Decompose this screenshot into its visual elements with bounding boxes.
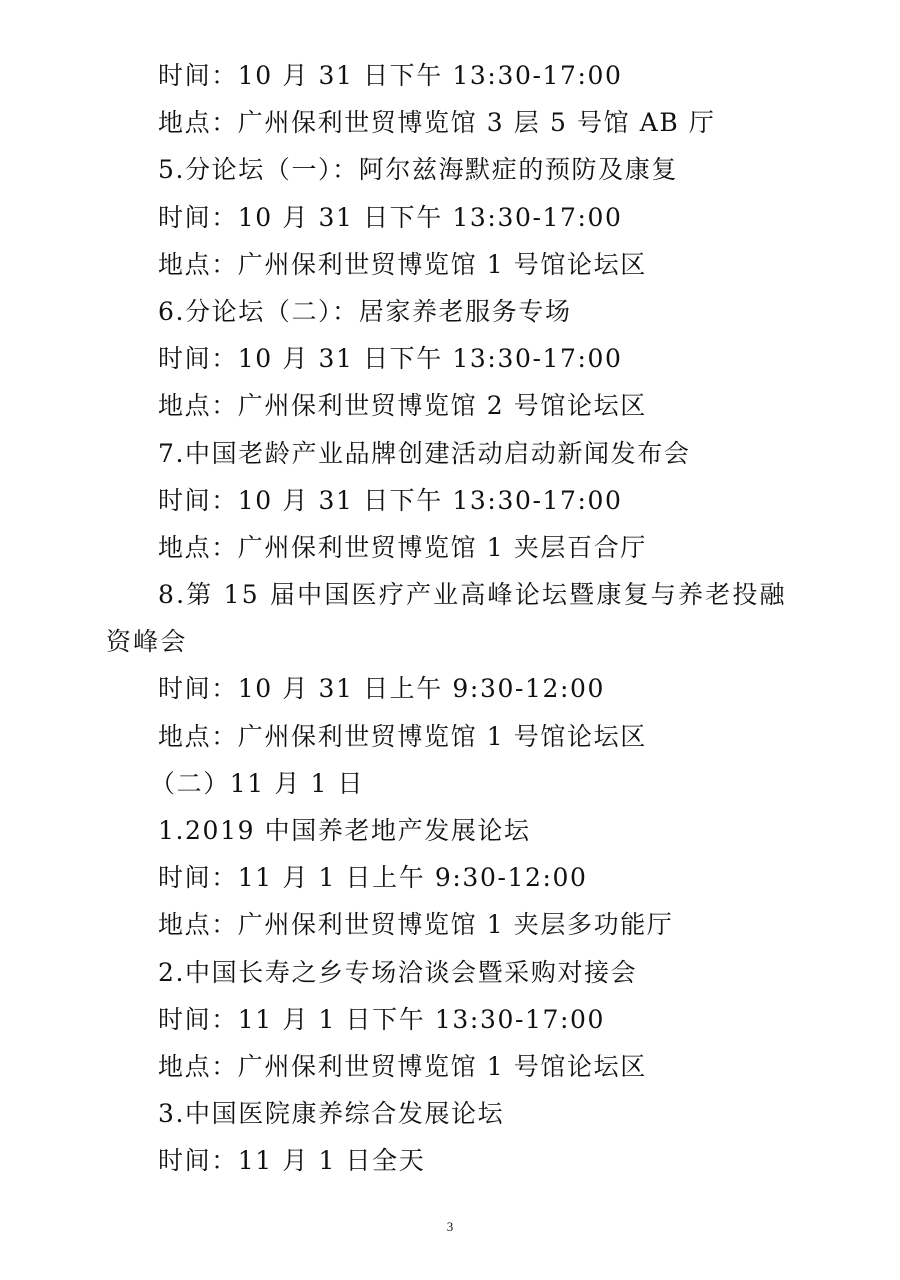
text-line: 地点：广州保利世贸博览馆 3 层 5 号馆 AB 厅 — [158, 108, 716, 138]
text-line: 时间：10 月 31 日上午 9:30-12:00 — [158, 674, 606, 704]
text-line: 时间：11 月 1 日下午 13:30-17:00 — [158, 1004, 606, 1034]
document-body — [106, 52, 806, 1185]
text-line: 地点：广州保利世贸博览馆 1 号馆论坛区 — [158, 721, 647, 751]
list-item-heading: 7.中国老龄产业品牌创建活动启动新闻发布会 — [158, 438, 691, 468]
page-number: 3 — [446, 1219, 454, 1234]
text-line: 地点：广州保利世贸博览馆 1 夹层多功能厅 — [158, 910, 674, 940]
text-line: 地点：广州保利世贸博览馆 1 号馆论坛区 — [158, 1051, 647, 1081]
list-item-heading: 6.分论坛（二）：居家养老服务专场 — [158, 296, 572, 326]
text-line: 地点：广州保利世贸博览馆 1 号馆论坛区 — [158, 249, 647, 279]
text-line: 时间：11 月 1 日全天 — [158, 1146, 426, 1176]
section-heading: （二）11 月 1 日 — [150, 768, 365, 798]
text-line: 时间：10 月 31 日下午 13:30-17:00 — [158, 485, 623, 515]
list-item-heading: 8.第 15 届中国医疗产业高峰论坛暨康复与养老投融资峰会 — [106, 580, 787, 657]
list-item-heading: 1.2019 中国养老地产发展论坛 — [158, 816, 531, 846]
list-item-heading: 3.中国医院康养综合发展论坛 — [158, 1099, 505, 1129]
text-line: 时间：11 月 1 日上午 9:30-12:00 — [158, 863, 588, 893]
text-line: 时间：10 月 31 日下午 13:30-17:00 — [158, 344, 623, 374]
list-item-heading: 2.中国长寿之乡专场洽谈会暨采购对接会 — [158, 957, 638, 987]
text-line: 地点：广州保利世贸博览馆 2 号馆论坛区 — [158, 391, 647, 421]
list-item-heading: 5.分论坛（一）：阿尔兹海默症的预防及康复 — [158, 155, 678, 185]
text-line: 地点：广州保利世贸博览馆 1 夹层百合厅 — [158, 532, 647, 562]
text-line: 时间：10 月 31 日下午 13:30-17:00 — [158, 61, 623, 90]
text-line: 时间：10 月 31 日下午 13:30-17:00 — [158, 202, 623, 232]
